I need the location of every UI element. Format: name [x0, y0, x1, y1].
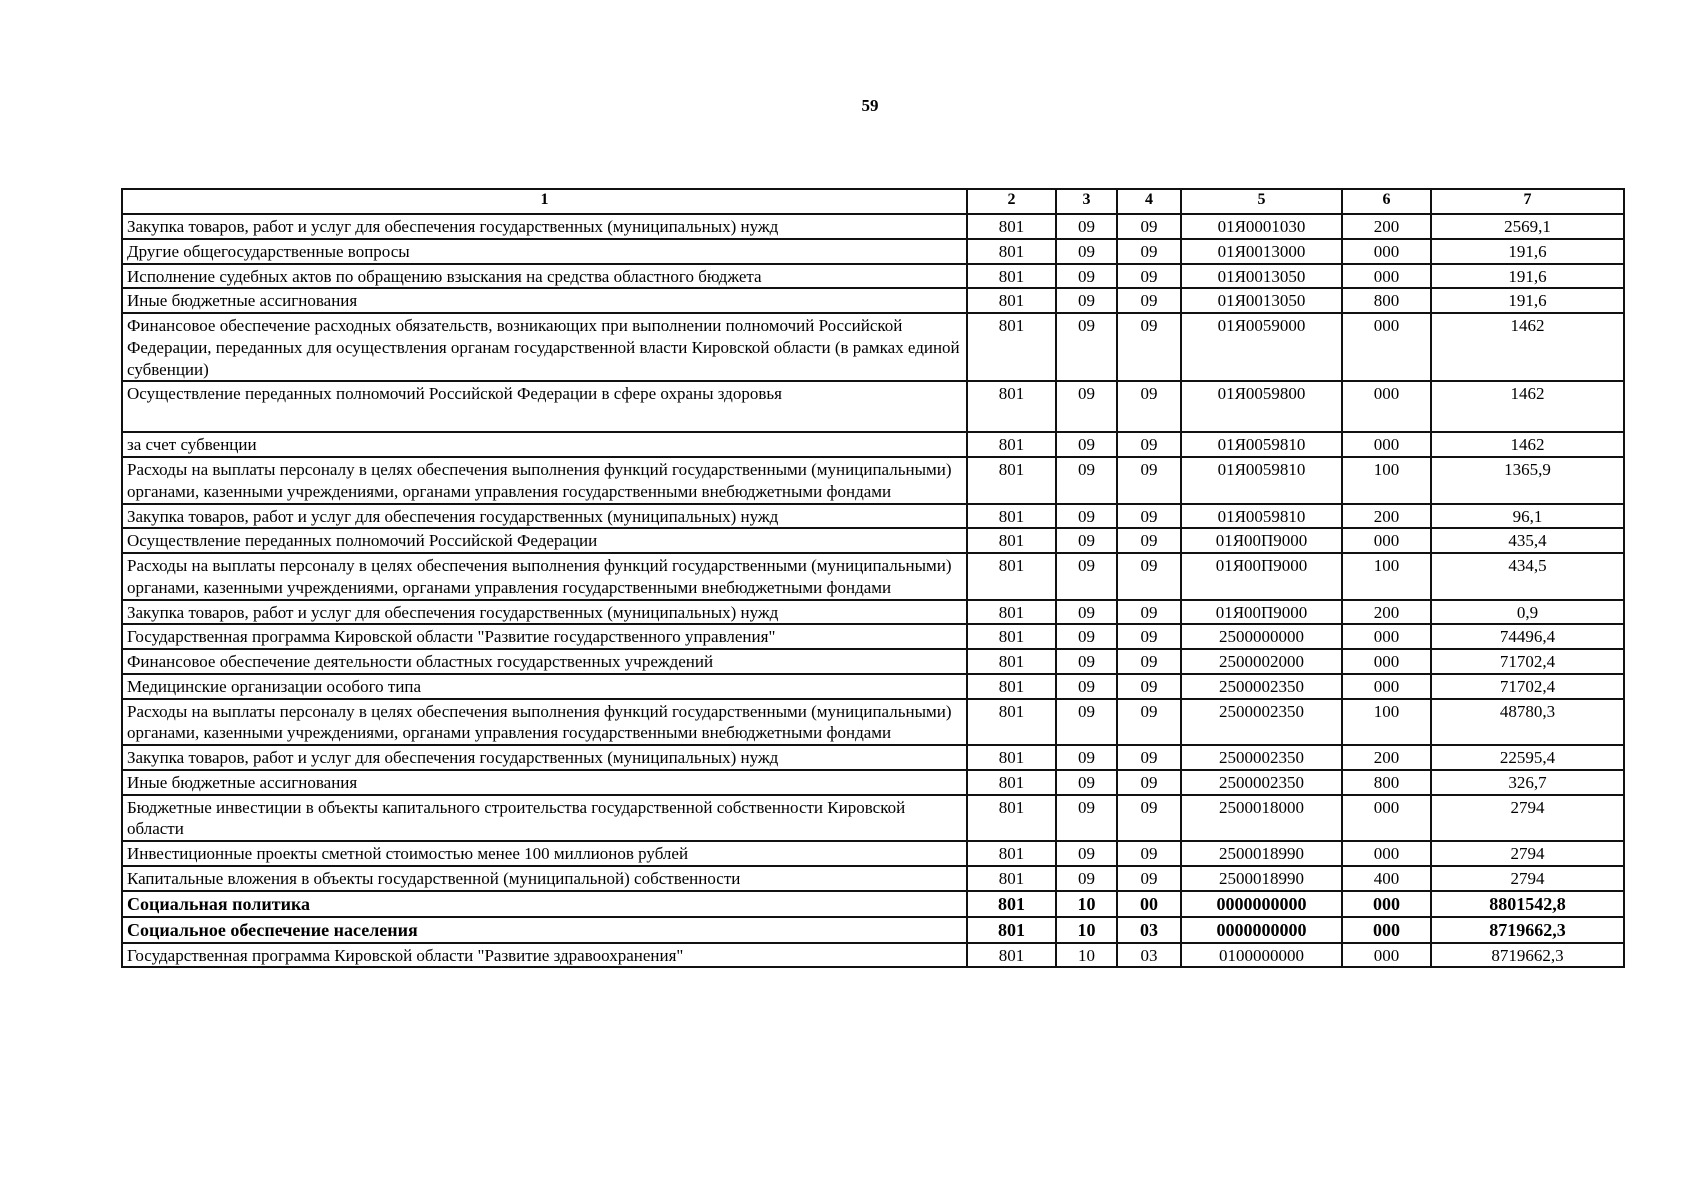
cell-expense-type: 000	[1342, 313, 1431, 381]
cell-amount: 191,6	[1431, 288, 1624, 313]
cell-amount: 96,1	[1431, 504, 1624, 529]
cell-subsection: 09	[1117, 288, 1181, 313]
cell-ministry: 801	[967, 553, 1056, 600]
cell-subsection: 09	[1117, 795, 1181, 842]
budget-table	[121, 188, 1625, 968]
row-name: Расходы на выплаты персоналу в целях обеспечения выполнения функций государственными (муниципальными) органами, казенными учреждениями, органами управления государственными внебюджетными фондами	[122, 553, 967, 600]
cell-expense-type: 000	[1342, 528, 1431, 553]
cell-section: 10	[1056, 891, 1117, 917]
cell-expense-type: 100	[1342, 553, 1431, 600]
cell-amount: 8719662,3	[1431, 917, 1624, 943]
cell-subsection: 09	[1117, 457, 1181, 504]
cell-target-code: 2500002000	[1181, 649, 1342, 674]
cell-expense-type: 200	[1342, 214, 1431, 239]
cell-target-code: 01Я0059800	[1181, 381, 1342, 432]
cell-expense-type: 000	[1342, 841, 1431, 866]
table-row	[122, 600, 1624, 625]
cell-expense-type: 200	[1342, 504, 1431, 529]
cell-target-code: 2500000000	[1181, 624, 1342, 649]
cell-section: 09	[1056, 553, 1117, 600]
cell-expense-type: 100	[1342, 699, 1431, 746]
cell-target-code: 2500002350	[1181, 699, 1342, 746]
cell-ministry: 801	[967, 891, 1056, 917]
column-header: 7	[1431, 189, 1624, 214]
cell-expense-type: 800	[1342, 770, 1431, 795]
cell-target-code: 2500018990	[1181, 866, 1342, 891]
cell-ministry: 801	[967, 239, 1056, 264]
cell-subsection: 03	[1117, 943, 1181, 968]
cell-subsection: 09	[1117, 214, 1181, 239]
row-name: Закупка товаров, работ и услуг для обеспечения государственных (муниципальных) нужд	[122, 504, 967, 529]
table-row	[122, 504, 1624, 529]
cell-section: 09	[1056, 600, 1117, 625]
row-name: за счет субвенции	[122, 432, 967, 457]
cell-target-code: 01Я0001030	[1181, 214, 1342, 239]
cell-subsection: 09	[1117, 841, 1181, 866]
cell-expense-type: 000	[1342, 624, 1431, 649]
table-row	[122, 770, 1624, 795]
cell-section: 09	[1056, 745, 1117, 770]
table-row	[122, 795, 1624, 842]
table-row	[122, 649, 1624, 674]
cell-subsection: 09	[1117, 699, 1181, 746]
cell-target-code: 2500018990	[1181, 841, 1342, 866]
cell-ministry: 801	[967, 943, 1056, 968]
cell-expense-type: 400	[1342, 866, 1431, 891]
cell-amount: 191,6	[1431, 239, 1624, 264]
cell-expense-type: 000	[1342, 917, 1431, 943]
row-name: Социальная политика	[122, 891, 967, 917]
cell-amount: 71702,4	[1431, 649, 1624, 674]
row-name: Расходы на выплаты персоналу в целях обеспечения выполнения функций государственными (муниципальными) органами, казенными учреждениями, органами управления государственными внебюджетными фондами	[122, 699, 967, 746]
cell-expense-type: 000	[1342, 674, 1431, 699]
cell-ministry: 801	[967, 674, 1056, 699]
column-header: 4	[1117, 189, 1181, 214]
cell-ministry: 801	[967, 917, 1056, 943]
cell-subsection: 09	[1117, 528, 1181, 553]
table-row	[122, 624, 1624, 649]
cell-ministry: 801	[967, 288, 1056, 313]
table-row	[122, 381, 1624, 432]
cell-ministry: 801	[967, 841, 1056, 866]
cell-expense-type: 200	[1342, 600, 1431, 625]
cell-ministry: 801	[967, 504, 1056, 529]
cell-section: 09	[1056, 239, 1117, 264]
cell-amount: 2794	[1431, 866, 1624, 891]
row-name: Осуществление переданных полномочий Российской Федерации в сфере охраны здоровья	[122, 381, 967, 432]
cell-section: 09	[1056, 528, 1117, 553]
cell-target-code: 01Я0059810	[1181, 432, 1342, 457]
cell-section: 09	[1056, 649, 1117, 674]
cell-section: 09	[1056, 674, 1117, 699]
cell-section: 09	[1056, 381, 1117, 432]
cell-expense-type: 000	[1342, 891, 1431, 917]
cell-section: 09	[1056, 432, 1117, 457]
header-row	[122, 189, 1624, 214]
cell-amount: 48780,3	[1431, 699, 1624, 746]
row-name: Бюджетные инвестиции в объекты капитального строительства государственной собственности Кировской области	[122, 795, 967, 842]
cell-section: 09	[1056, 457, 1117, 504]
row-name: Государственная программа Кировской области "Развитие государственного управления"	[122, 624, 967, 649]
cell-ministry: 801	[967, 214, 1056, 239]
cell-section: 09	[1056, 313, 1117, 381]
cell-target-code: 2500018000	[1181, 795, 1342, 842]
row-name: Исполнение судебных актов по обращению взыскания на средства областного бюджета	[122, 264, 967, 289]
cell-subsection: 09	[1117, 745, 1181, 770]
cell-amount: 22595,4	[1431, 745, 1624, 770]
cell-subsection: 09	[1117, 381, 1181, 432]
cell-target-code: 2500002350	[1181, 770, 1342, 795]
cell-amount: 1462	[1431, 381, 1624, 432]
cell-target-code: 01Я0059810	[1181, 457, 1342, 504]
cell-expense-type: 000	[1342, 264, 1431, 289]
cell-subsection: 09	[1117, 866, 1181, 891]
cell-ministry: 801	[967, 866, 1056, 891]
table-row	[122, 841, 1624, 866]
table-row	[122, 553, 1624, 600]
cell-amount: 435,4	[1431, 528, 1624, 553]
row-name: Осуществление переданных полномочий Российской Федерации	[122, 528, 967, 553]
table-row	[122, 745, 1624, 770]
row-name: Финансовое обеспечение деятельности областных государственных учреждений	[122, 649, 967, 674]
cell-ministry: 801	[967, 649, 1056, 674]
cell-section: 09	[1056, 770, 1117, 795]
cell-target-code: 01Я0059810	[1181, 504, 1342, 529]
cell-target-code: 01Я0013050	[1181, 288, 1342, 313]
row-name: Закупка товаров, работ и услуг для обеспечения государственных (муниципальных) нужд	[122, 214, 967, 239]
table-row	[122, 457, 1624, 504]
table-row	[122, 528, 1624, 553]
cell-section: 10	[1056, 917, 1117, 943]
row-name: Финансовое обеспечение расходных обязательств, возникающих при выполнении полномочий Российской Федерации, переданных для осуществления органам государственной власти Кировской области (в рамках единой субвенции)	[122, 313, 967, 381]
row-name: Расходы на выплаты персоналу в целях обеспечения выполнения функций государственными (муниципальными) органами, казенными учреждениями, органами управления государственными внебюджетными фондами	[122, 457, 967, 504]
column-header: 6	[1342, 189, 1431, 214]
row-name: Государственная программа Кировской области "Развитие здравоохранения"	[122, 943, 967, 968]
cell-subsection: 09	[1117, 674, 1181, 699]
cell-subsection: 09	[1117, 600, 1181, 625]
cell-subsection: 09	[1117, 504, 1181, 529]
cell-expense-type: 100	[1342, 457, 1431, 504]
cell-target-code: 0000000000	[1181, 917, 1342, 943]
cell-ministry: 801	[967, 770, 1056, 795]
cell-ministry: 801	[967, 600, 1056, 625]
cell-target-code: 01Я00П9000	[1181, 600, 1342, 625]
cell-subsection: 03	[1117, 917, 1181, 943]
cell-amount: 2794	[1431, 795, 1624, 842]
cell-section: 09	[1056, 214, 1117, 239]
cell-subsection: 09	[1117, 313, 1181, 381]
row-name: Другие общегосударственные вопросы	[122, 239, 967, 264]
table-row	[122, 214, 1624, 239]
cell-amount: 1365,9	[1431, 457, 1624, 504]
cell-target-code: 2500002350	[1181, 674, 1342, 699]
table-row	[122, 891, 1624, 917]
cell-expense-type: 800	[1342, 288, 1431, 313]
cell-section: 09	[1056, 504, 1117, 529]
cell-target-code: 0100000000	[1181, 943, 1342, 968]
cell-expense-type: 000	[1342, 381, 1431, 432]
column-header: 2	[967, 189, 1056, 214]
cell-target-code: 0000000000	[1181, 891, 1342, 917]
cell-expense-type: 000	[1342, 943, 1431, 968]
table-row	[122, 288, 1624, 313]
cell-subsection: 09	[1117, 770, 1181, 795]
table-row	[122, 699, 1624, 746]
row-name: Иные бюджетные ассигнования	[122, 770, 967, 795]
table-row	[122, 866, 1624, 891]
column-header: 1	[122, 189, 967, 214]
cell-section: 10	[1056, 943, 1117, 968]
cell-subsection: 09	[1117, 553, 1181, 600]
cell-subsection: 00	[1117, 891, 1181, 917]
cell-subsection: 09	[1117, 264, 1181, 289]
cell-ministry: 801	[967, 264, 1056, 289]
cell-amount: 326,7	[1431, 770, 1624, 795]
cell-expense-type: 000	[1342, 432, 1431, 457]
cell-amount: 434,5	[1431, 553, 1624, 600]
cell-amount: 74496,4	[1431, 624, 1624, 649]
cell-ministry: 801	[967, 795, 1056, 842]
cell-expense-type: 000	[1342, 649, 1431, 674]
cell-amount: 71702,4	[1431, 674, 1624, 699]
cell-section: 09	[1056, 288, 1117, 313]
row-name: Иные бюджетные ассигнования	[122, 288, 967, 313]
cell-target-code: 2500002350	[1181, 745, 1342, 770]
cell-amount: 191,6	[1431, 264, 1624, 289]
cell-ministry: 801	[967, 745, 1056, 770]
cell-section: 09	[1056, 866, 1117, 891]
row-name: Медицинские организации особого типа	[122, 674, 967, 699]
table-row	[122, 674, 1624, 699]
cell-subsection: 09	[1117, 649, 1181, 674]
cell-target-code: 01Я00П9000	[1181, 528, 1342, 553]
table-row	[122, 943, 1624, 968]
cell-ministry: 801	[967, 699, 1056, 746]
cell-amount: 8801542,8	[1431, 891, 1624, 917]
cell-section: 09	[1056, 264, 1117, 289]
cell-target-code: 01Я00П9000	[1181, 553, 1342, 600]
row-name: Закупка товаров, работ и услуг для обеспечения государственных (муниципальных) нужд	[122, 600, 967, 625]
cell-amount: 0,9	[1431, 600, 1624, 625]
cell-amount: 1462	[1431, 432, 1624, 457]
table-row	[122, 917, 1624, 943]
cell-section: 09	[1056, 841, 1117, 866]
cell-ministry: 801	[967, 528, 1056, 553]
cell-ministry: 801	[967, 457, 1056, 504]
cell-section: 09	[1056, 699, 1117, 746]
cell-target-code: 01Я0059000	[1181, 313, 1342, 381]
row-name: Закупка товаров, работ и услуг для обеспечения государственных (муниципальных) нужд	[122, 745, 967, 770]
cell-amount: 8719662,3	[1431, 943, 1624, 968]
cell-expense-type: 000	[1342, 239, 1431, 264]
page-number: 59	[861, 96, 879, 115]
table-row	[122, 432, 1624, 457]
cell-section: 09	[1056, 624, 1117, 649]
cell-expense-type: 000	[1342, 795, 1431, 842]
column-header: 3	[1056, 189, 1117, 214]
row-name: Инвестиционные проекты сметной стоимостью менее 100 миллионов рублей	[122, 841, 967, 866]
row-name: Социальное обеспечение населения	[122, 917, 967, 943]
cell-ministry: 801	[967, 624, 1056, 649]
cell-ministry: 801	[967, 313, 1056, 381]
row-name: Капитальные вложения в объекты государственной (муниципальной) собственности	[122, 866, 967, 891]
cell-amount: 1462	[1431, 313, 1624, 381]
table-row	[122, 264, 1624, 289]
cell-subsection: 09	[1117, 239, 1181, 264]
cell-amount: 2569,1	[1431, 214, 1624, 239]
column-header: 5	[1181, 189, 1342, 214]
cell-section: 09	[1056, 795, 1117, 842]
cell-amount: 2794	[1431, 841, 1624, 866]
table-row	[122, 239, 1624, 264]
cell-ministry: 801	[967, 381, 1056, 432]
cell-expense-type: 200	[1342, 745, 1431, 770]
cell-subsection: 09	[1117, 624, 1181, 649]
cell-subsection: 09	[1117, 432, 1181, 457]
cell-target-code: 01Я0013050	[1181, 264, 1342, 289]
cell-target-code: 01Я0013000	[1181, 239, 1342, 264]
table-row	[122, 313, 1624, 381]
cell-ministry: 801	[967, 432, 1056, 457]
